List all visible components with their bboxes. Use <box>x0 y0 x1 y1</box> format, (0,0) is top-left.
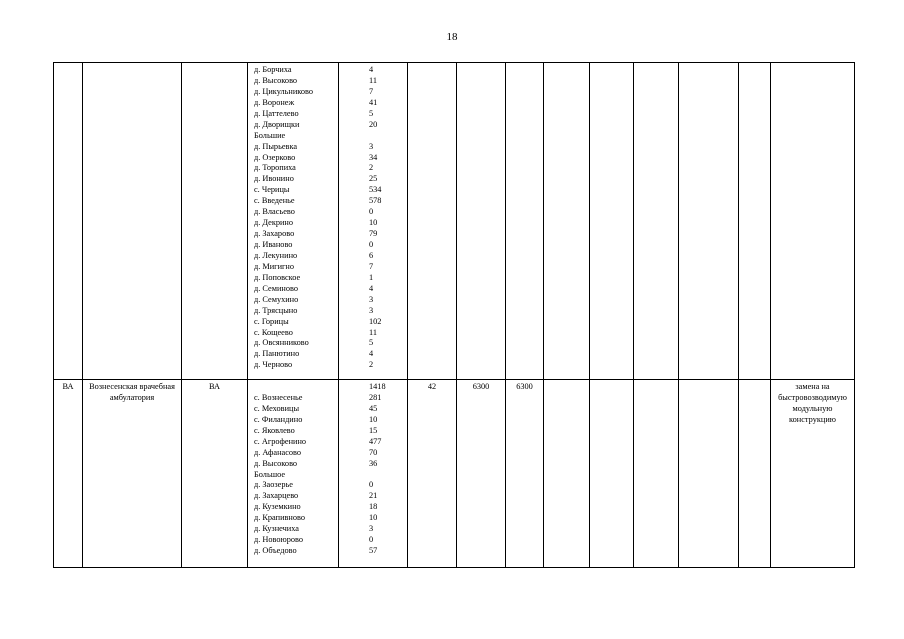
row2-empty-cell <box>739 380 771 568</box>
village-name: д. Захарцево <box>254 491 299 501</box>
village-name: д. Цаттелево <box>254 108 299 118</box>
population-count: 18 <box>369 502 378 512</box>
village-name: д. Ивонино <box>254 174 294 184</box>
village-name: д. Высоково <box>254 458 298 468</box>
village-name: с. Филандино <box>254 414 303 424</box>
population-count: 0 <box>369 480 374 490</box>
row2-villages <box>248 380 339 568</box>
village-name: д. Крапивново <box>254 513 306 523</box>
village-name: д. Куземкино <box>254 502 301 512</box>
row2-empty-cell <box>544 380 590 568</box>
population-count: 7 <box>369 261 374 271</box>
village-name: д. Новоюрово <box>254 535 304 545</box>
village-name: д. Власьево <box>254 207 295 217</box>
row1-facility <box>83 63 182 380</box>
population-count: 1418 <box>369 382 386 391</box>
population-count: 0 <box>369 535 374 545</box>
population-count: 1 <box>369 272 374 282</box>
population-count: 4 <box>369 349 374 359</box>
row1-col7 <box>457 63 506 380</box>
village-name: Большое <box>254 469 286 479</box>
population-count: 5 <box>369 338 374 348</box>
population-count: 534 <box>369 185 382 195</box>
village-name: с. Агрофенино <box>254 436 307 446</box>
row1-col6 <box>408 63 457 380</box>
village-name: д. Овсянниково <box>254 338 309 348</box>
row1-code <box>54 63 83 380</box>
village-name: с. Горицы <box>254 316 289 326</box>
row1-villages <box>248 63 339 380</box>
population-count: 11 <box>369 327 377 337</box>
population-count: 3 <box>369 305 374 315</box>
village-name: д. Торопиха <box>254 163 296 173</box>
population-count: 2 <box>369 163 374 173</box>
village-name: д. Афанасово <box>254 447 302 457</box>
population-count: 10 <box>369 513 378 523</box>
population-count <box>341 470 405 481</box>
row1-empty-cell <box>679 63 739 380</box>
row2-empty-cell <box>590 380 634 568</box>
row1-type <box>182 63 248 380</box>
population-count: 3 <box>369 524 374 534</box>
row2-counts <box>339 380 408 568</box>
row2-col8: 6300 <box>506 380 544 568</box>
village-name: д. Декрино <box>254 218 294 228</box>
population-count: 11 <box>369 75 377 85</box>
village-name: с. Яковлево <box>254 425 295 435</box>
population-count: 21 <box>369 491 378 501</box>
population-count: 4 <box>369 65 374 74</box>
row2-facility: Вознесенская врачебная амбулатория <box>83 380 182 568</box>
population-count: 0 <box>369 240 374 249</box>
village-name: д. Цикульниково <box>254 86 314 96</box>
population-count: 6 <box>369 250 374 260</box>
population-count <box>341 131 405 142</box>
population-count: 2 <box>369 360 374 370</box>
village-name: с. Меховицы <box>254 403 300 413</box>
village-name: с. Черицы <box>254 185 290 195</box>
population-count: 25 <box>369 174 378 184</box>
village-name: д. Семухино <box>254 294 299 304</box>
population-count: 102 <box>369 316 382 326</box>
table-row <box>54 63 855 380</box>
village-name: д. Семиново <box>254 283 298 293</box>
population-count: 578 <box>369 196 382 206</box>
village-name: с. Вознесенье <box>254 392 303 402</box>
row1-empty-cell <box>544 63 590 380</box>
village-name: д. Поповское <box>254 272 301 282</box>
population-count: 5 <box>369 108 374 118</box>
population-count: 3 <box>369 294 374 304</box>
village-name <box>250 382 336 393</box>
row2-empty-cell <box>679 380 739 568</box>
row1-counts <box>339 63 408 380</box>
row1-empty-cell <box>634 63 679 380</box>
population-count: 34 <box>369 152 378 162</box>
village-name: д. Воронеж <box>254 97 295 107</box>
page-number: 18 <box>446 31 458 43</box>
population-count: 10 <box>369 218 378 228</box>
row1-col8 <box>506 63 544 380</box>
village-name: Большие <box>254 130 286 140</box>
village-name: д. Высоково <box>254 75 298 85</box>
population-count: 20 <box>369 119 378 129</box>
village-name: с. Кощеево <box>254 327 293 337</box>
population-count: 79 <box>369 229 378 239</box>
village-name: д. Объедово <box>254 546 297 556</box>
village-name: д. Борчиха <box>254 65 292 74</box>
population-count: 10 <box>369 414 378 424</box>
row1-note <box>771 63 855 380</box>
village-name: д. Мигигно <box>254 261 295 271</box>
row1-empty-cell <box>739 63 771 380</box>
row2-code: ВА <box>54 380 83 568</box>
row1-empty-cell <box>590 63 634 380</box>
population-count: 45 <box>369 403 378 413</box>
population-count: 7 <box>369 86 374 96</box>
population-count: 41 <box>369 97 378 107</box>
village-name: с. Введенье <box>254 196 295 206</box>
village-name: д. Озерково <box>254 152 296 162</box>
village-name: д. Заозерье <box>254 480 293 490</box>
row2-col7: 6300 <box>457 380 506 568</box>
population-count: 36 <box>369 458 378 468</box>
population-count: 57 <box>369 546 378 556</box>
village-name: д. Пырьевка <box>254 141 298 151</box>
population-count: 4 <box>369 283 374 293</box>
village-name: д. Черново <box>254 360 293 370</box>
village-name: д. Лекунино <box>254 250 298 260</box>
row2-type: ВА <box>182 380 248 568</box>
village-name: д. Захарово <box>254 229 295 239</box>
table-row <box>54 380 855 568</box>
population-count: 15 <box>369 425 378 435</box>
village-name: д. Иваново <box>254 240 293 249</box>
row2-empty-cell <box>634 380 679 568</box>
population-count: 281 <box>369 392 382 402</box>
population-count: 0 <box>369 207 374 217</box>
village-name: д. Трясцыно <box>254 305 298 315</box>
village-name: д. Кузнечиха <box>254 524 299 534</box>
population-count: 70 <box>369 447 378 457</box>
population-count: 3 <box>369 141 374 151</box>
row2-note: замена на быстровозводимую модульную конструкцию <box>771 380 855 568</box>
village-name: д. Панютино <box>254 349 300 359</box>
population-count: 477 <box>369 436 382 446</box>
row2-col6: 42 <box>408 380 457 568</box>
village-name: д. Дворищки <box>254 119 300 129</box>
settlements-table <box>53 62 855 568</box>
